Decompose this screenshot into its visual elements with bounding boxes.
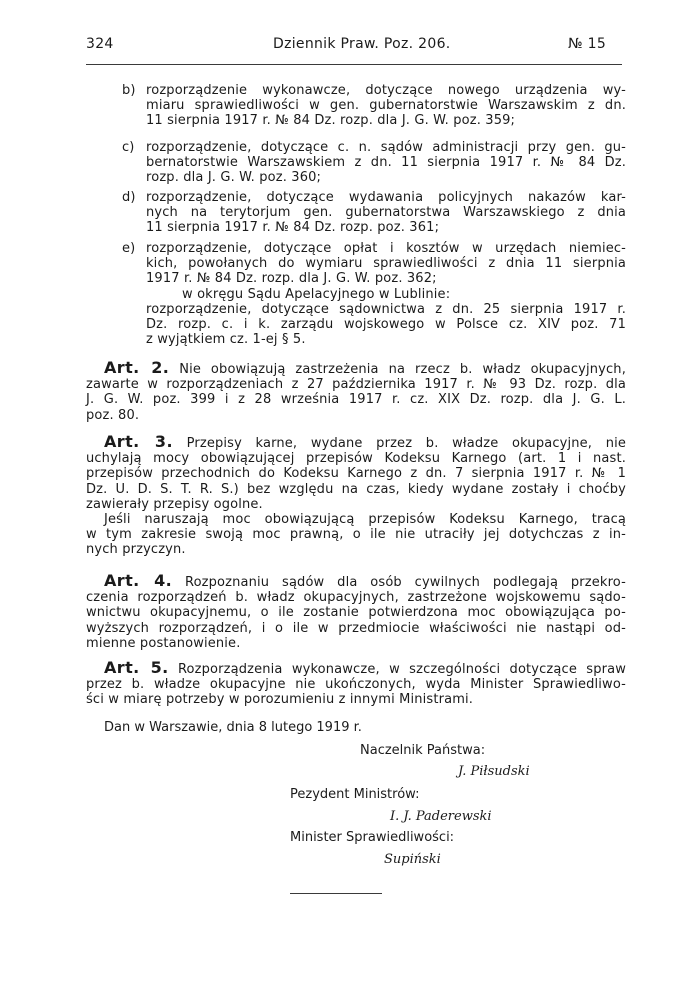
item-text [146, 190, 626, 236]
article-line: ści w miarę potrzeby w porozumieniu z innymi Ministrami. [86, 692, 474, 708]
article-heading: Art. 3. [104, 432, 173, 451]
head-of-state-title: Naczelnik Państwa: [360, 743, 486, 758]
item-line: Dz. rozp. c. i k. zarządu wojskowego w Polsce cz. XIV poz. 71 [146, 317, 626, 333]
item-letter: e) [122, 241, 136, 256]
item-line: kich, powołanych do wymiaru sprawiedliwości z dnia 11 sierpnia [146, 256, 626, 272]
article-heading: Art. 5. [104, 658, 169, 677]
article-heading: Art. 4. [104, 571, 173, 590]
article-line: przepisów przechodnich do Kodeksu Karnego z dn. 7 sierpnia 1917 r. № 1 [86, 466, 626, 482]
item-text [146, 83, 626, 129]
item-text [146, 241, 626, 347]
article-3 [86, 434, 626, 558]
item-line: rozporządzenie, dotyczące c. n. sądów administracji przy gen. gu- [146, 140, 626, 155]
page-number: 324 [86, 36, 114, 52]
item-letter: b) [122, 83, 136, 98]
item-letter: c) [122, 140, 135, 155]
article-2 [86, 360, 626, 423]
journal-title: Dziennik Praw. Poz. 206. [273, 36, 451, 52]
article-line: nych przyczyn. [86, 542, 186, 558]
article-line: Jeśli naruszają moc obowiązującą przepisów Kodeksu Karnego, tracą [104, 512, 626, 528]
justice-minister-signature: Supiński [384, 852, 441, 867]
article-line: zawarte w rozporządzeniach z 27 października 1917 r. № 93 Dz. rozp. dla [86, 377, 626, 393]
issue-number: № 15 [568, 36, 607, 52]
prime-minister-signature: I. J. Paderewski [390, 809, 492, 824]
article-line: Dz. U. D. S. T. R. S.) bez względu na czas, kiedy wydane zostały i choćby [86, 481, 626, 497]
article-line: Nie obowiązują zastrzeżenia na rzecz b. władz okupacyjnych, [179, 362, 626, 377]
item-line: rozporządzenie, dotyczące wydawania policyjnych nakazów kar- [146, 190, 626, 205]
item-line: rozporządzenie wykonawcze, dotyczące nowego urządzenia wy- [146, 83, 626, 98]
item-line: 11 sierpnia 1917 r. № 84 Dz. rozp. poz. 361; [146, 220, 440, 236]
article-line: zawierały przepisy ogolne. [86, 496, 263, 512]
date-line: Dan w Warszawie, dnia 8 lutego 1919 r. [104, 720, 362, 735]
item-line: rozp. dla J. G. W. poz. 360; [146, 170, 322, 186]
item-line: 1917 r. № 84 Dz. rozp. dla J. G. W. poz. 362; [146, 271, 437, 287]
item-line: z wyjątkiem cz. 1-ej § 5. [146, 332, 306, 348]
article-line: w tym zakresie swoją moc prawną, o ile nie utraciły jej dotychczas z in- [86, 527, 626, 543]
article-4 [86, 573, 626, 651]
item-line: rozporządzenie, dotyczące opłat i kosztów w urzędach niemiec- [146, 241, 626, 256]
article-line: mienne postanowienie. [86, 635, 241, 651]
article-line: Rozpoznaniu sądów dla osób cywilnych podlegają przekro- [184, 575, 626, 590]
article-line: wyższych rozporządzeń, i o ile w przedmiocie właściwości nie nastąpi od- [86, 620, 626, 636]
article-line: uchylają mocy obowiązującej przepisów Kodeksu Karnego (art. 1 i nast. [86, 451, 626, 467]
article-line: Rozporządzenia wykonawcze, w szczególności dotyczące spraw [177, 662, 626, 677]
article-heading: Art. 2. [104, 358, 170, 377]
prime-minister-title: Pezydent Ministrów: [290, 787, 420, 802]
article-line: wnictwu okupacyjnemu, o ile zostanie potwierdzona moc obowiązująca po- [86, 605, 626, 621]
article-line: J. G. W. poz. 399 i z 28 września 1917 r. cz. XIX Dz. rozp. dla J. G. L. [86, 392, 626, 408]
head-of-state-signature: J. Piłsudski [458, 764, 530, 779]
article-5 [86, 660, 626, 708]
item-text [146, 140, 626, 186]
end-divider [290, 893, 382, 894]
article-line: poz. 80. [86, 407, 140, 423]
item-letter: d) [122, 190, 136, 205]
item-line: rozporządzenie, dotyczące sądownictwa z dn. 25 sierpnia 1917 r. [146, 301, 626, 317]
article-line: czenia rozporządzeń b. władz okupacyjnych, zastrzeżone wojskowemu sądo- [86, 590, 626, 606]
item-line: miaru sprawiedliwości w gen. gubernatorstwie Warszawskim z dn. [146, 98, 626, 114]
page-header [0, 36, 689, 56]
court-district-heading: w okręgu Sądu Apelacyjnego w Lublinie: [182, 286, 451, 302]
item-line: 11 sierpnia 1917 r. № 84 Dz. rozp. dla J. G. W. poz. 359; [146, 113, 516, 129]
article-line: Przepisy karne, wydane przez b. władze okupacyjne, nie [186, 436, 626, 451]
item-line: nych na terytorjum gen. gubernatorstwa Warszawskiego z dnia [146, 205, 626, 221]
header-divider [86, 64, 622, 65]
article-line: przez b. władze okupacyjne nie ukończonych, wyda Minister Sprawiedliwo- [86, 677, 626, 693]
item-line: bernatorstwie Warszawskiem z dn. 11 sierpnia 1917 r. № 84 Dz. [146, 155, 626, 171]
justice-minister-title: Minister Sprawiedliwości: [290, 830, 455, 845]
